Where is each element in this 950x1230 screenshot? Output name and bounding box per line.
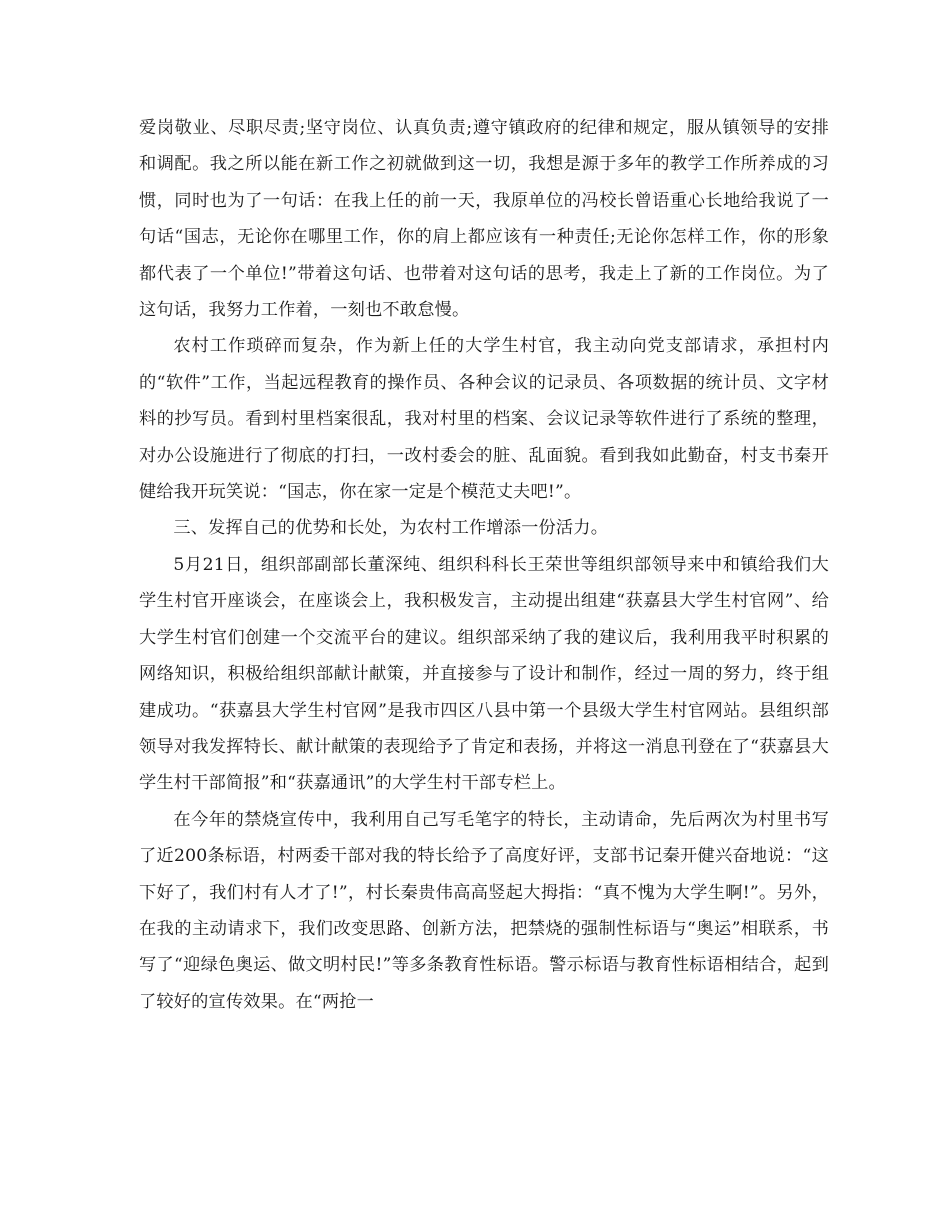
section-heading-3: 三、发挥自己的优势和长处，为农村工作增添一份活力。 xyxy=(173,518,609,539)
paragraph-2: 农村工作琐碎而复杂，作为新上任的大学生村官，我主动向党支部请求，承担村内的“软件”工作，当起远程教育的操作员、各种会议的记录员、各项数据的统计员、文字材料的抄写员。看到村里档案很乱，我对村里的档案、会议记录等软件进行了系统的整理，对办公设施进行了彻底的打扫，一改村委会的脏、乱面貌。看到我如此勤奋，村支书秦开健给我开玩笑说：“国志，你在家一定是个模范丈夫吧!”。 xyxy=(139,336,829,503)
document-body xyxy=(139,110,829,1020)
paragraph-5: 在今年的禁烧宣传中，我利用自己写毛笔字的特长，主动请命，先后两次为村里书写了近200条标语，村两委干部对我的特长给予了高度好评，支部书记秦开健兴奋地说：“这下好了，我们村有人才了!”，村长秦贵伟高高竖起大拇指：“真不愧为大学生啊!”。另外，在我的主动请求下，我们改变思路、创新方法，把禁烧的强制性标语与“奥运”相联系，书写了“迎绿色奥运、做文明村民!”等多条教育性标语。警示标语与教育性标语相结合，起到了较好的宣传效果。在“两抢一 xyxy=(139,809,829,1012)
paragraph-1: 爱岗敬业、尽职尽责;坚守岗位、认真负责;遵守镇政府的纪律和规定，服从镇领导的安排和调配。我之所以能在新工作之初就做到这一切，我想是源于多年的教学工作所养成的习惯，同时也为了一句话：在我上任的前一天，我原单位的冯校长曾语重心长地给我说了一句话“国志，无论你在哪里工作，你的肩上都应该有一种责任;无论你怎样工作，你的形象都代表了一个单位!”带着这句话、也带着对这句话的思考，我走上了新的工作岗位。为了这句话，我努力工作着，一刻也不敢怠慢。 xyxy=(139,118,829,321)
paragraph-4: 5月21日，组织部副部长董深纯、组织科科长王荣世等组织部领导来中和镇给我们大学生村官开座谈会，在座谈会上，我积极发言，主动提出组建“获嘉县大学生村官网”、给大学生村官们创建一个交流平台的建议。组织部采纳了我的建议后，我利用我平时积累的网络知识，积极给组织部献计献策，并直接参与了设计和制作，经过一周的努力，终于组建成功。“获嘉县大学生村官网”是我市四区八县中第一个县级大学生村官网站。县组织部领导对我发挥特长、献计献策的表现给予了肯定和表扬，并将这一消息刊登在了“获嘉县大学生村干部简报”和“获嘉通讯”的大学生村干部专栏上。 xyxy=(139,554,829,794)
